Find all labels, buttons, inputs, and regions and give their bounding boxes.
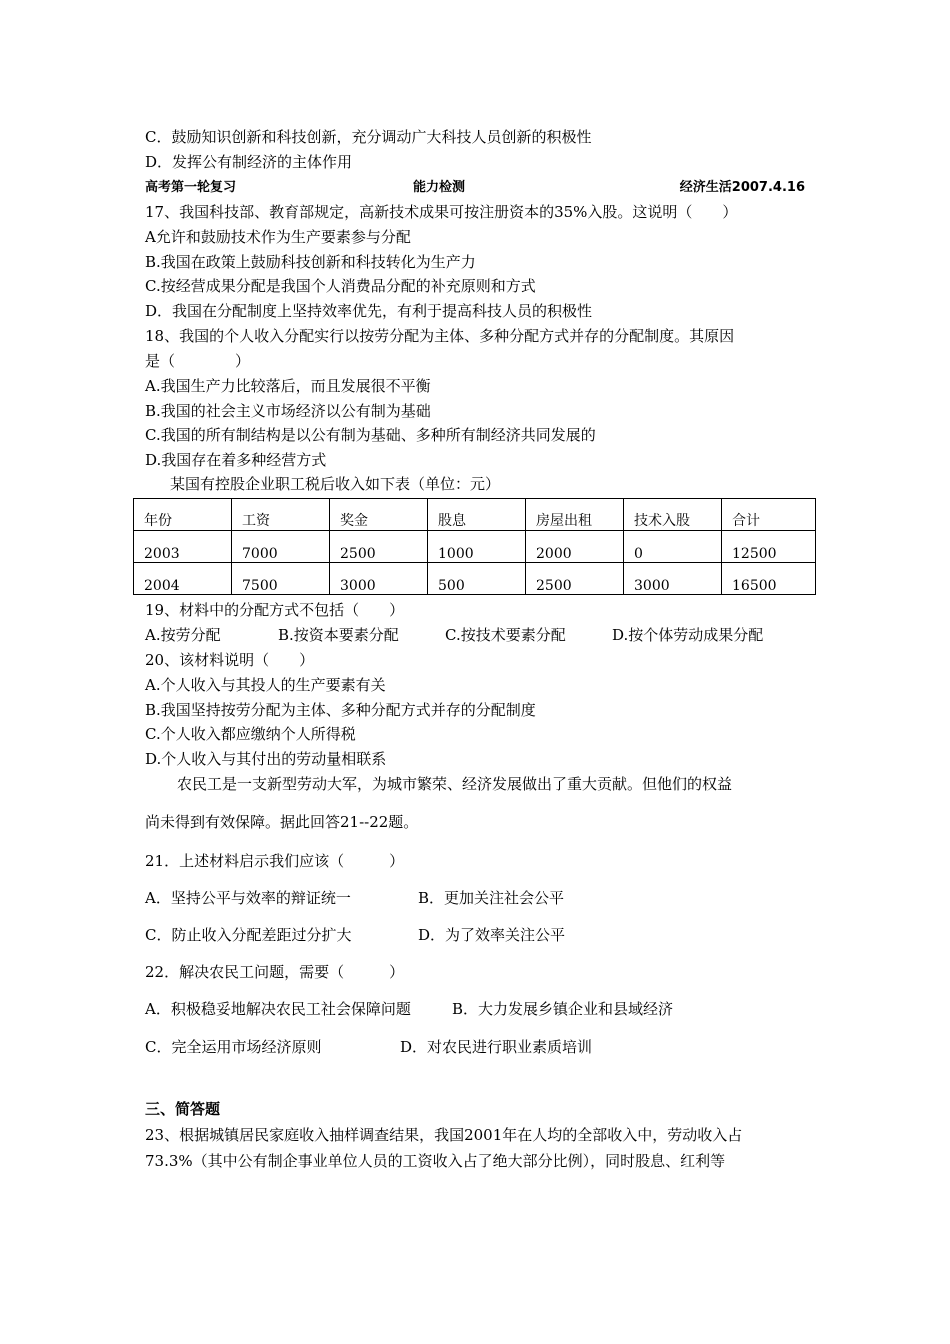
q17-option-a: A允许和鼓励技术作为生产要素参与分配	[145, 228, 411, 246]
question-22: 22．解决农民工问题，需要（ ）	[145, 963, 405, 981]
table-header-row	[134, 499, 816, 531]
page-header	[145, 178, 805, 198]
section-heading-3: 三、简答题	[145, 1100, 221, 1118]
table-header-cell: 合计	[722, 499, 816, 531]
table-cell: 2500	[526, 563, 624, 595]
table-header-cell: 工资	[232, 499, 330, 531]
question-20: 20、该材料说明（ ）	[145, 651, 315, 669]
header-right: 经济生活2007.4.16	[679, 180, 805, 195]
q19-option-d: D.按个体劳动成果分配	[612, 626, 764, 644]
table-cell: 2500	[330, 531, 428, 563]
q21-option-c: C．防止收入分配差距过分扩大	[145, 926, 352, 944]
q16-option-d: D．发挥公有制经济的主体作用	[145, 153, 353, 171]
q21-option-b: B．更加关注社会公平	[418, 889, 565, 907]
table-row	[134, 531, 816, 563]
table-cell: 500	[428, 563, 526, 595]
question-23-cont: 73.3%（其中公有制企事业单位人员的工资收入占了绝大部分比例），同时股息、红利等	[145, 1152, 726, 1170]
q22-option-b: B．大力发展乡镇企业和县域经济	[452, 1000, 674, 1018]
q16-option-c: C．鼓励知识创新和科技创新，充分调动广大科技人员创新的积极性	[145, 128, 592, 146]
q22-option-c: C．完全运用市场经济原则	[145, 1038, 322, 1056]
q18-option-c: C.我国的所有制结构是以公有制为基础、多种所有制经济共同发展的	[145, 426, 596, 444]
table-cell: 16500	[722, 563, 816, 595]
table-cell: 12500	[722, 531, 816, 563]
table-cell: 3000	[330, 563, 428, 595]
q17-option-b: B.我国在政策上鼓励科技创新和科技转化为生产力	[145, 253, 476, 271]
material-paragraph-line2: 尚未得到有效保障。据此回答21--22题。	[145, 813, 419, 831]
q20-option-b: B.我国坚持按劳分配为主体、多种分配方式并存的分配制度	[145, 701, 536, 719]
question-23: 23、根据城镇居民家庭收入抽样调查结果，我国2001年在人均的全部收入中，劳动收入占	[145, 1126, 743, 1144]
q21-option-a: A．坚持公平与效率的辩证统一	[145, 889, 351, 907]
table-header-cell: 奖金	[330, 499, 428, 531]
table-header-cell: 房屋出租	[526, 499, 624, 531]
table-cell: 3000	[624, 563, 722, 595]
question-17: 17、我国科技部、教育部规定，高新技术成果可按注册资本的35%入股。这说明（ ）	[145, 203, 738, 221]
table-cell: 7500	[232, 563, 330, 595]
question-18-cont: 是（ ）	[145, 352, 251, 370]
q18-option-a: A.我国生产力比较落后，而且发展很不平衡	[145, 377, 431, 395]
material-paragraph-line1: 农民工是一支新型劳动大军，为城市繁荣、经济发展做出了重大贡献。但他们的权益	[177, 775, 733, 793]
q20-option-c: C.个人收入都应缴纳个人所得税	[145, 725, 356, 743]
table-caption: 某国有控股企业职工税后收入如下表（单位：元）	[170, 475, 501, 493]
q19-option-a: A.按劳分配	[145, 626, 221, 644]
income-table	[133, 498, 816, 595]
table-cell: 7000	[232, 531, 330, 563]
q17-option-d: D．我国在分配制度上坚持效率优先，有利于提高科技人员的积极性	[145, 302, 593, 320]
table-header-cell: 年份	[134, 499, 232, 531]
header-middle: 能力检测	[413, 180, 466, 195]
table-cell: 0	[624, 531, 722, 563]
q22-option-a: A．积极稳妥地解决农民工社会保障问题	[145, 1000, 411, 1018]
q22-option-d: D．对农民进行职业素质培训	[400, 1038, 593, 1056]
q18-option-b: B.我国的社会主义市场经济以公有制为基础	[145, 402, 431, 420]
table-row	[134, 563, 816, 595]
q20-option-d: D.个人收入与其付出的劳动量相联系	[145, 750, 387, 768]
table-header-cell: 股息	[428, 499, 526, 531]
table-cell: 2004	[134, 563, 232, 595]
q18-option-d: D.我国存在着多种经营方式	[145, 451, 327, 469]
q19-option-b: B.按资本要素分配	[278, 626, 399, 644]
table-cell: 2003	[134, 531, 232, 563]
table-header-cell: 技术入股	[624, 499, 722, 531]
q17-option-c: C.按经营成果分配是我国个人消费品分配的补充原则和方式	[145, 277, 536, 295]
table-cell: 1000	[428, 531, 526, 563]
question-19: 19、材料中的分配方式不包括（ ）	[145, 601, 405, 619]
header-left: 高考第一轮复习	[145, 180, 237, 195]
q21-option-d: D．为了效率关注公平	[418, 926, 566, 944]
q19-option-c: C.按技术要素分配	[445, 626, 566, 644]
question-18: 18、我国的个人收入分配实行以按劳分配为主体、多种分配方式并存的分配制度。其原因	[145, 327, 735, 345]
q20-option-a: A.个人收入与其投人的生产要素有关	[145, 676, 386, 694]
table-cell: 2000	[526, 531, 624, 563]
question-21: 21．上述材料启示我们应该（ ）	[145, 852, 405, 870]
